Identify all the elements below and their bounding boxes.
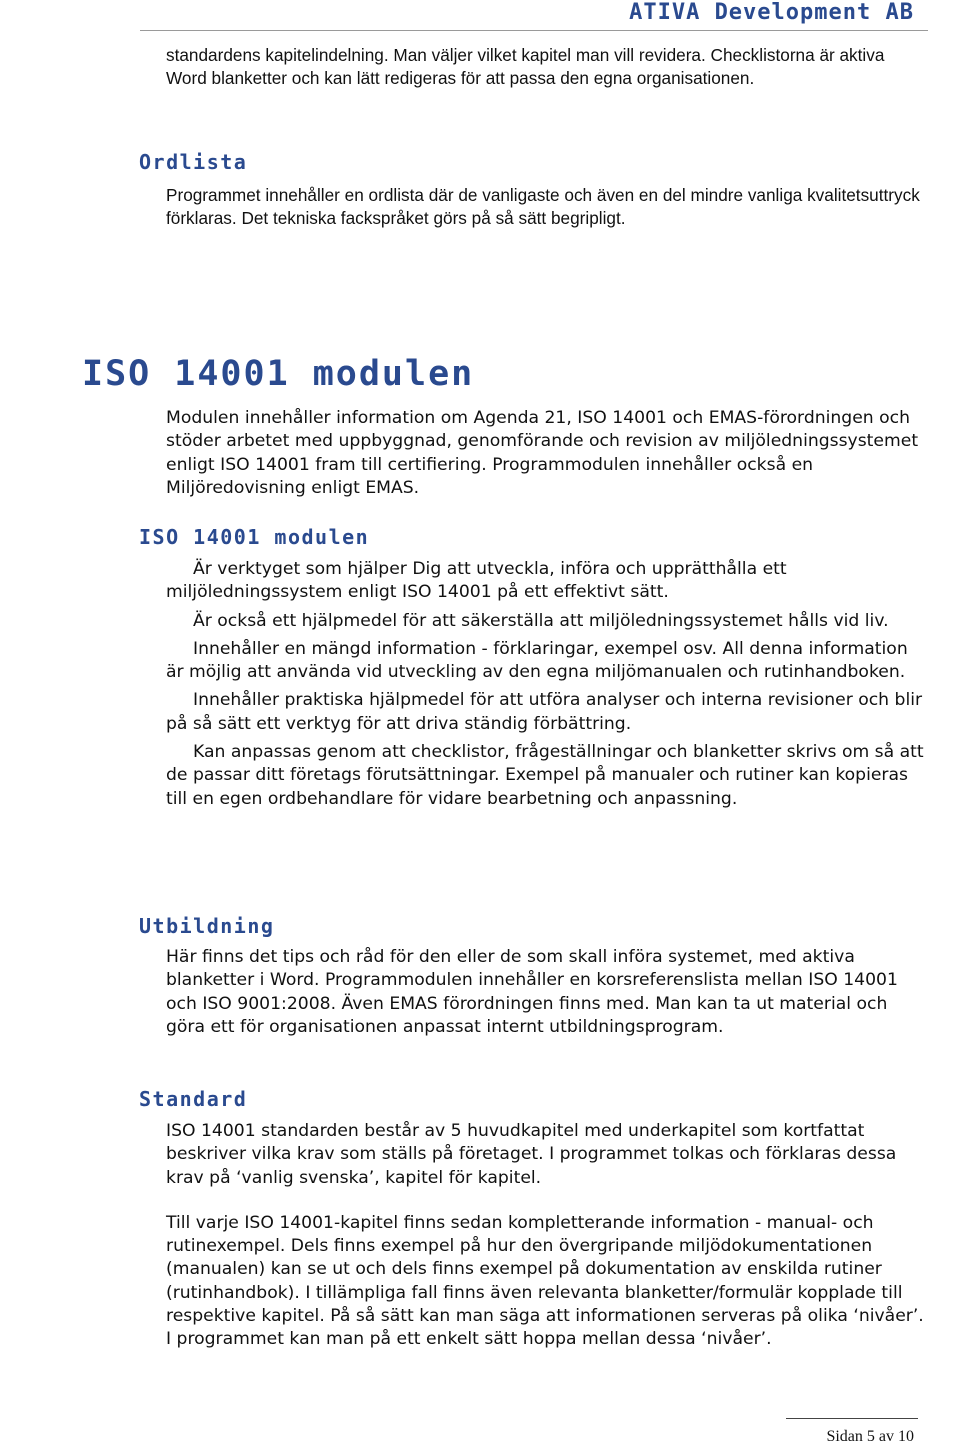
iso-sub-section [166,558,926,811]
header-divider [140,30,928,31]
utbildning-heading: Utbildning [139,914,275,938]
intro-section [166,44,926,91]
ordlista-section [166,184,926,231]
iso-sub-paragraph: Kan anpassas genom att checklistor, frågeställningar och blanketter skrivs om så att de passar ditt företags förutsättningar. Exempel på manualer och rutiner kan kopieras till en egen ordbehandlare för vidare bearbetning och anpassning. [166,742,924,809]
utbildning-section [166,946,926,1039]
ordlista-heading: Ordlista [139,150,248,174]
ordlista-text: Programmet innehåller en ordlista där de vanligaste och även en del mindre vanliga kvalitetsuttryck förklaras. Det tekniska fackspråket görs på så sätt begripligt. [166,185,920,229]
standard-text-1: ISO 14001 standarden består av 5 huvudkapitel med underkapitel som kortfattat beskriver vilka krav som ställs på företaget. I programmet tolkas och förklaras dessa krav på ‘vanlig svenska’, kapitel för kapitel. [166,1121,897,1188]
iso-sub-heading: ISO 14001 modulen [139,525,370,549]
iso-sub-paragraph: Är också ett hjälpmedel för att säkerställa att miljöledningssystemet hålls vid liv. [193,610,889,631]
standard-section [166,1120,926,1352]
standard-text-2: Till varje ISO 14001-kapitel finns sedan kompletterande information - manual- och rutinexempel. Dels finns exempel på hur den övergripande miljödokumentationen (manualen) kan se ut och dels finns exempel på dokumentation av enskilda rutiner (rutinhandbok). I tillämpliga fall finns även relevanta blanketter/formulär kopplade till respektive kapitel. På så sätt kan man säga att informationen serveras på olika ‘nivåer’. I programmet kan man på ett enkelt sätt hoppa mellan dessa ‘nivåer’. [166,1212,924,1350]
footer-divider [786,1418,918,1419]
iso-sub-paragraph: Är verktyget som hjälper Dig att utveckla, införa och upprätthålla ett miljöledningssystem enligt ISO 14001 på ett effektivt sätt. [166,559,787,603]
iso-main-heading: ISO 14001 modulen [82,354,475,394]
iso-main-section [166,407,926,500]
iso-main-text: Modulen innehåller information om Agenda 21, ISO 14001 och EMAS-förordningen och stöder arbetet med uppbyggnad, genomförande och revision av miljöledningssystemet enligt ISO 14001 fram till certifiering. Programmodulen innehåller också en Miljöredovisning enligt EMAS. [166,408,919,498]
header-company: ATIVA Development AB [629,0,914,25]
iso-sub-paragraph: Innehåller praktiska hjälpmedel för att utföra analyser och interna revisioner och blir på så sätt ett verktyg för att driva ständig förbättring. [166,690,923,734]
intro-paragraph: standardens kapitelindelning. Man väljer vilket kapitel man vill revidera. Checklistorna är aktiva Word blanketter och kan lätt redigeras för att passa den egna organisationen. [166,45,885,89]
standard-heading: Standard [139,1087,248,1111]
utbildning-text: Här finns det tips och råd för den eller de som skall införa systemet, med aktiva blanketter i Word. Programmodulen innehåller en korsreferenslista mellan ISO 14001 och ISO 9001:2008. Även EMAS förordningen finns med. Man kan ta ut material och göra ett för organisationen anpassat internt utbildningsprogram. [166,947,898,1037]
page-number: Sidan 5 av 10 [826,1428,914,1445]
iso-sub-paragraph: Innehåller en mängd information - förklaringar, exempel osv. All denna information är möjlig att använda vid utveckling av den egna miljömanualen och rutinhandboken. [166,638,908,683]
